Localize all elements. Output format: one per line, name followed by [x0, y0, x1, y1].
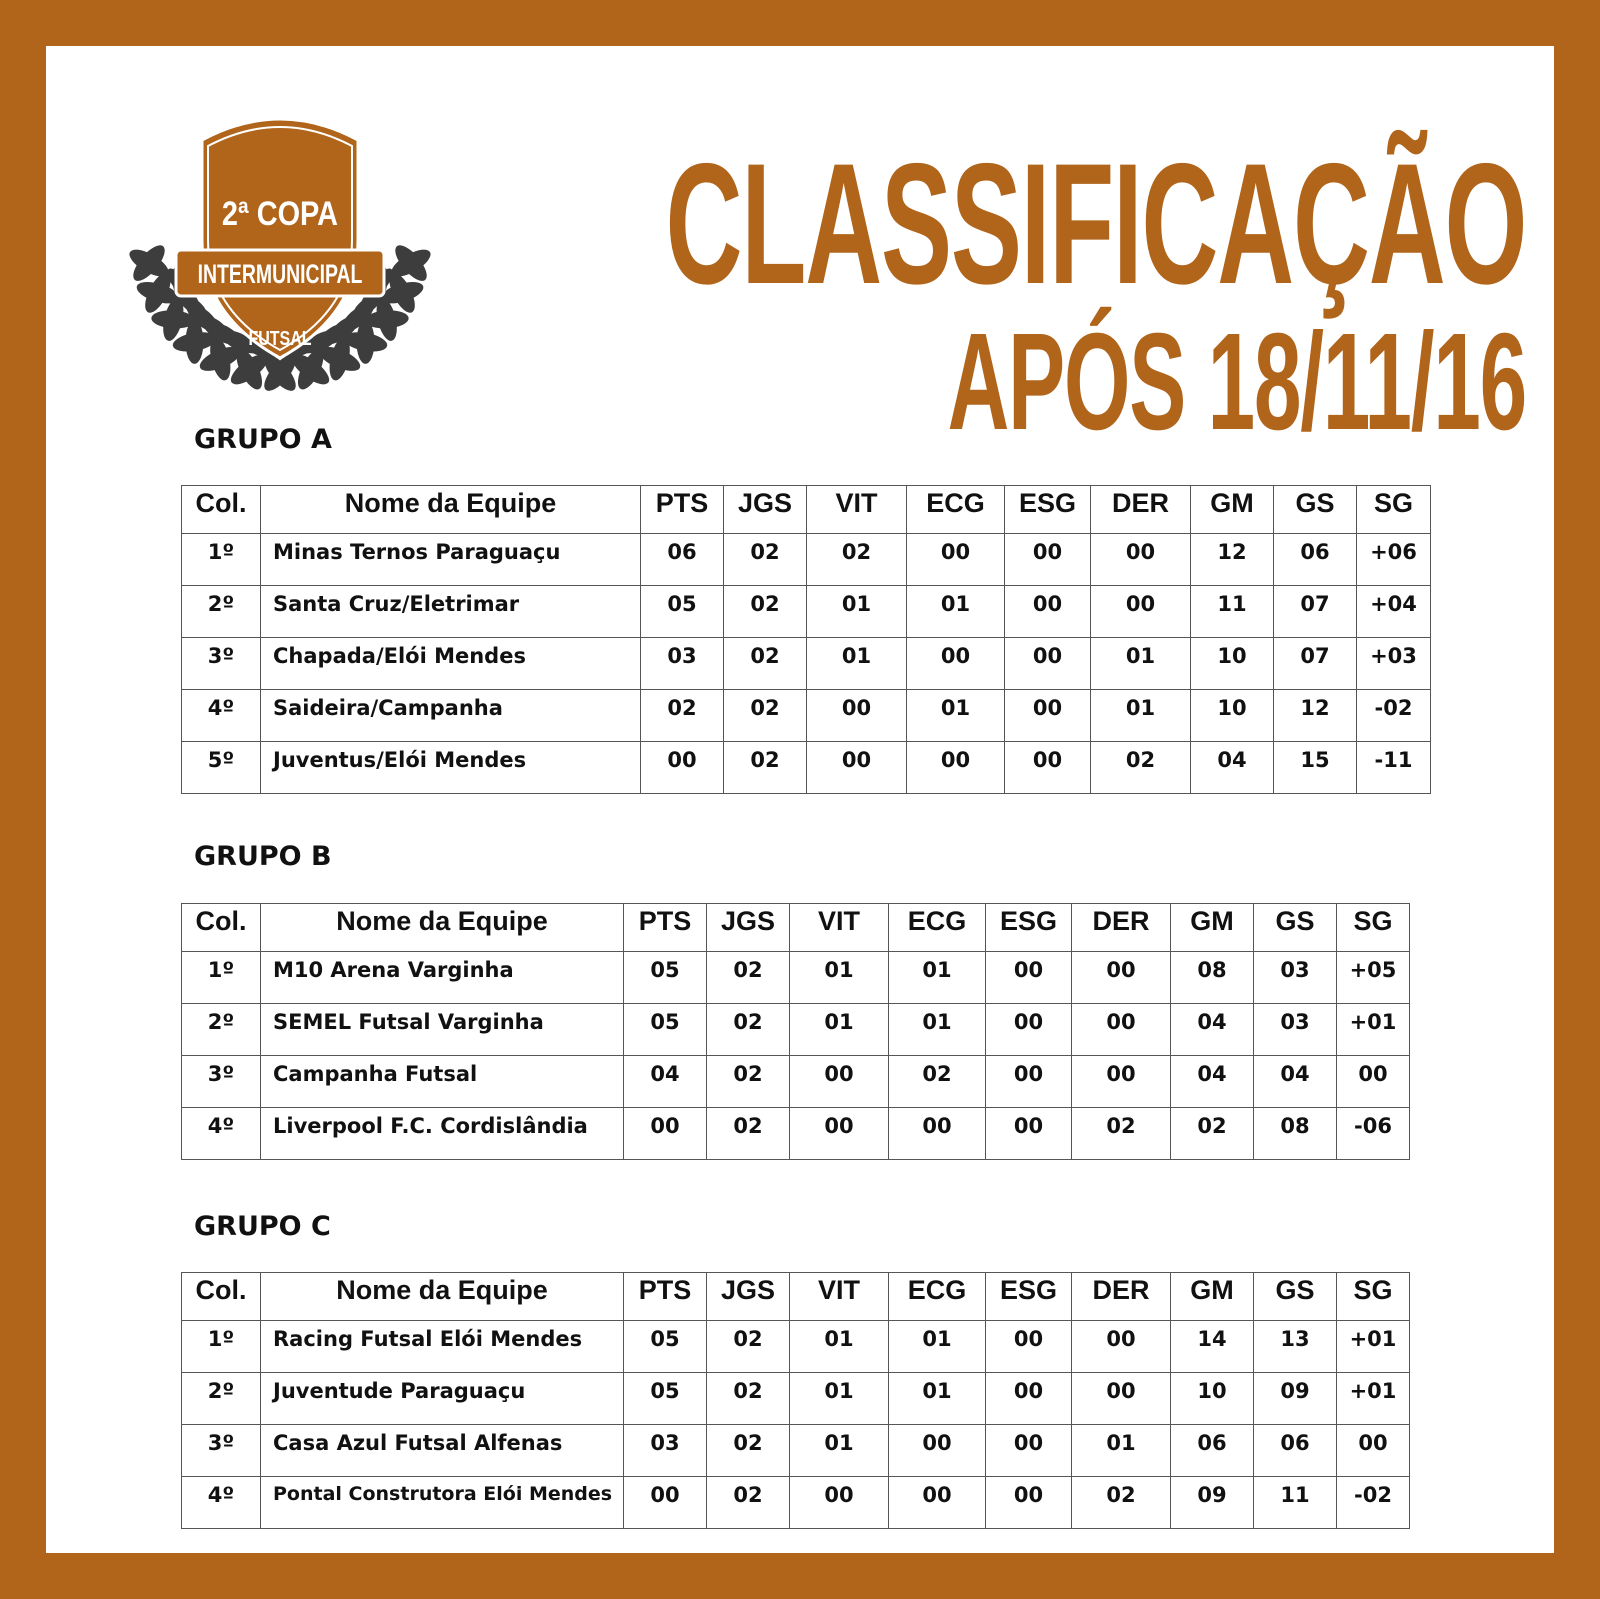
column-header: GS: [1254, 1273, 1337, 1321]
stat-cell: 01: [790, 1425, 889, 1477]
stat-cell: 11: [1191, 586, 1274, 638]
column-header: ESG: [986, 1273, 1072, 1321]
stat-cell: 00: [790, 1477, 889, 1529]
stat-cell: 00: [1005, 638, 1091, 690]
group-title: GRUPO C: [194, 1211, 331, 1242]
stat-cell: 05: [624, 1004, 707, 1056]
table-header-row: [182, 486, 1431, 534]
column-header: SG: [1357, 486, 1431, 534]
stat-cell: 00: [1337, 1056, 1410, 1108]
position-cell: 1º: [182, 1321, 261, 1373]
stat-cell: 00: [889, 1477, 986, 1529]
stat-cell: 02: [724, 586, 807, 638]
stat-cell: 02: [707, 1321, 790, 1373]
tournament-logo: [110, 90, 450, 410]
column-header: Nome da Equipe: [261, 486, 641, 534]
position-cell: 4º: [182, 690, 261, 742]
stat-cell: 05: [624, 1321, 707, 1373]
stat-cell: 02: [724, 534, 807, 586]
stat-cell: 11: [1254, 1477, 1337, 1529]
stat-cell: -11: [1357, 742, 1431, 794]
stat-cell: 02: [707, 952, 790, 1004]
column-header: PTS: [641, 486, 724, 534]
column-header: PTS: [624, 1273, 707, 1321]
stat-cell: 04: [1254, 1056, 1337, 1108]
position-cell: 3º: [182, 1425, 261, 1477]
stat-cell: 01: [807, 638, 907, 690]
stat-cell: +01: [1337, 1373, 1410, 1425]
stat-cell: 02: [1171, 1108, 1254, 1160]
stat-cell: 03: [624, 1425, 707, 1477]
stat-cell: 00: [807, 690, 907, 742]
team-name-cell: Santa Cruz/Eletrimar: [261, 586, 641, 638]
column-header: ECG: [907, 486, 1005, 534]
stat-cell: 04: [1191, 742, 1274, 794]
stat-cell: -02: [1357, 690, 1431, 742]
stat-cell: 04: [1171, 1004, 1254, 1056]
position-cell: 4º: [182, 1477, 261, 1529]
table-row: [182, 1373, 1410, 1425]
stat-cell: +05: [1337, 952, 1410, 1004]
team-name-cell: Campanha Futsal: [261, 1056, 624, 1108]
stat-cell: 01: [790, 1373, 889, 1425]
stat-cell: 01: [907, 586, 1005, 638]
stat-cell: 02: [889, 1056, 986, 1108]
stat-cell: 02: [724, 690, 807, 742]
stat-cell: 10: [1191, 690, 1274, 742]
column-header: GS: [1274, 486, 1357, 534]
stat-cell: 00: [986, 1425, 1072, 1477]
stat-cell: 00: [1072, 952, 1171, 1004]
stat-cell: 02: [707, 1004, 790, 1056]
stat-cell: 00: [1337, 1425, 1410, 1477]
stat-cell: 00: [790, 1056, 889, 1108]
stat-cell: 13: [1254, 1321, 1337, 1373]
stat-cell: 00: [986, 1056, 1072, 1108]
stat-cell: 01: [1091, 690, 1191, 742]
position-cell: 2º: [182, 1373, 261, 1425]
stat-cell: 00: [889, 1425, 986, 1477]
stat-cell: 02: [807, 534, 907, 586]
column-header: Col.: [182, 486, 261, 534]
table-row: [182, 1004, 1410, 1056]
column-header: VIT: [790, 904, 889, 952]
stat-cell: 00: [1091, 534, 1191, 586]
stat-cell: 00: [1005, 690, 1091, 742]
stat-cell: 00: [986, 952, 1072, 1004]
stat-cell: 00: [1072, 1004, 1171, 1056]
team-name-cell: Minas Ternos Paraguaçu: [261, 534, 641, 586]
position-cell: 2º: [182, 586, 261, 638]
table-row: [182, 534, 1431, 586]
stat-cell: 02: [641, 690, 724, 742]
stat-cell: 14: [1171, 1321, 1254, 1373]
stat-cell: 02: [707, 1425, 790, 1477]
stat-cell: 08: [1254, 1108, 1337, 1160]
title-line1: CLASSIFICAÇÃO: [665, 128, 1526, 320]
stat-cell: 05: [624, 1373, 707, 1425]
table-row: [182, 952, 1410, 1004]
table-row: [182, 586, 1431, 638]
column-header: ESG: [1005, 486, 1091, 534]
stat-cell: 00: [986, 1108, 1072, 1160]
title-line2: APÓS 18/11/16: [947, 305, 1526, 459]
stat-cell: 02: [707, 1108, 790, 1160]
column-header: Nome da Equipe: [261, 904, 624, 952]
stat-cell: 09: [1171, 1477, 1254, 1529]
team-name-cell: Juventus/Elói Mendes: [261, 742, 641, 794]
stat-cell: 02: [724, 742, 807, 794]
page-title: [526, 128, 1526, 494]
stat-cell: 00: [1005, 534, 1091, 586]
stat-cell: 00: [641, 742, 724, 794]
team-name-cell: M10 Arena Varginha: [261, 952, 624, 1004]
stat-cell: 07: [1274, 586, 1357, 638]
table-header-row: [182, 1273, 1410, 1321]
stat-cell: 00: [624, 1477, 707, 1529]
stat-cell: 00: [907, 638, 1005, 690]
stat-cell: 00: [807, 742, 907, 794]
table-row: [182, 690, 1431, 742]
stat-cell: 02: [724, 638, 807, 690]
column-header: ECG: [889, 1273, 986, 1321]
stat-cell: 01: [807, 586, 907, 638]
stat-cell: 06: [641, 534, 724, 586]
stat-cell: 00: [1091, 586, 1191, 638]
column-header: GM: [1191, 486, 1274, 534]
stat-cell: 00: [986, 1321, 1072, 1373]
column-header: JGS: [707, 1273, 790, 1321]
stat-cell: 05: [624, 952, 707, 1004]
stat-cell: +01: [1337, 1004, 1410, 1056]
table-row: [182, 1108, 1410, 1160]
stat-cell: 01: [889, 1321, 986, 1373]
stat-cell: 02: [1091, 742, 1191, 794]
stat-cell: 01: [889, 1373, 986, 1425]
table-row: [182, 742, 1431, 794]
team-name-cell: Racing Futsal Elói Mendes: [261, 1321, 624, 1373]
column-header: JGS: [724, 486, 807, 534]
position-cell: 2º: [182, 1004, 261, 1056]
column-header: VIT: [807, 486, 907, 534]
stat-cell: 00: [986, 1477, 1072, 1529]
stat-cell: 01: [790, 1004, 889, 1056]
stat-cell: +06: [1357, 534, 1431, 586]
column-header: JGS: [707, 904, 790, 952]
stat-cell: 04: [1171, 1056, 1254, 1108]
position-cell: 3º: [182, 638, 261, 690]
stat-cell: +01: [1337, 1321, 1410, 1373]
column-header: SG: [1337, 1273, 1410, 1321]
team-name-cell: Juventude Paraguaçu: [261, 1373, 624, 1425]
logo-line3: FUTSAL: [248, 327, 312, 350]
stat-cell: 00: [1072, 1321, 1171, 1373]
column-header: ECG: [889, 904, 986, 952]
team-name-cell: Chapada/Elói Mendes: [261, 638, 641, 690]
table-row: [182, 1425, 1410, 1477]
team-name-cell: SEMEL Futsal Varginha: [261, 1004, 624, 1056]
stat-cell: 03: [641, 638, 724, 690]
table-row: [182, 1056, 1410, 1108]
stat-cell: -02: [1337, 1477, 1410, 1529]
column-header: GM: [1171, 904, 1254, 952]
column-header: ESG: [986, 904, 1072, 952]
stat-cell: 00: [907, 534, 1005, 586]
position-cell: 3º: [182, 1056, 261, 1108]
column-header: Col.: [182, 904, 261, 952]
column-header: DER: [1091, 486, 1191, 534]
stat-cell: 01: [889, 1004, 986, 1056]
standings-table: [181, 1272, 1410, 1529]
stat-cell: 01: [889, 952, 986, 1004]
table-row: [182, 638, 1431, 690]
stat-cell: 12: [1274, 690, 1357, 742]
stat-cell: 00: [1005, 742, 1091, 794]
group-title: GRUPO B: [194, 841, 332, 872]
stat-cell: 04: [624, 1056, 707, 1108]
table-row: [182, 1477, 1410, 1529]
column-header: DER: [1072, 904, 1171, 952]
stat-cell: +03: [1357, 638, 1431, 690]
stat-cell: 02: [707, 1056, 790, 1108]
stat-cell: 12: [1191, 534, 1274, 586]
stat-cell: -06: [1337, 1108, 1410, 1160]
column-header: DER: [1072, 1273, 1171, 1321]
table-row: [182, 1321, 1410, 1373]
stat-cell: 02: [1072, 1108, 1171, 1160]
stat-cell: 02: [707, 1477, 790, 1529]
standings-table: [181, 485, 1431, 794]
stat-cell: 08: [1171, 952, 1254, 1004]
stat-cell: 00: [907, 742, 1005, 794]
stat-cell: +04: [1357, 586, 1431, 638]
stat-cell: 05: [641, 586, 724, 638]
stat-cell: 09: [1254, 1373, 1337, 1425]
stat-cell: 03: [1254, 952, 1337, 1004]
column-header: Col.: [182, 1273, 261, 1321]
stat-cell: 00: [790, 1108, 889, 1160]
position-cell: 4º: [182, 1108, 261, 1160]
group-title: GRUPO A: [194, 424, 332, 455]
table-header-row: [182, 904, 1410, 952]
team-name-cell: Liverpool F.C. Cordislândia: [261, 1108, 624, 1160]
stat-cell: 00: [1072, 1056, 1171, 1108]
column-header: Nome da Equipe: [261, 1273, 624, 1321]
column-header: GM: [1171, 1273, 1254, 1321]
logo-line1: 2ª COPA: [221, 193, 339, 233]
stat-cell: 06: [1274, 534, 1357, 586]
stat-cell: 10: [1171, 1373, 1254, 1425]
position-cell: 1º: [182, 952, 261, 1004]
stat-cell: 00: [1072, 1373, 1171, 1425]
position-cell: 1º: [182, 534, 261, 586]
team-name-cell: Pontal Construtora Elói Mendes: [261, 1477, 624, 1529]
column-header: SG: [1337, 904, 1410, 952]
column-header: PTS: [624, 904, 707, 952]
stat-cell: 01: [1091, 638, 1191, 690]
stat-cell: 01: [1072, 1425, 1171, 1477]
stat-cell: 00: [986, 1373, 1072, 1425]
stat-cell: 07: [1274, 638, 1357, 690]
stat-cell: 01: [907, 690, 1005, 742]
stat-cell: 01: [790, 952, 889, 1004]
stat-cell: 06: [1254, 1425, 1337, 1477]
stat-cell: 10: [1191, 638, 1274, 690]
column-header: GS: [1254, 904, 1337, 952]
logo-line2: INTERMUNICIPAL: [197, 258, 363, 289]
laurel-leaf-icon: [357, 320, 375, 364]
stat-cell: 15: [1274, 742, 1357, 794]
stat-cell: 02: [1072, 1477, 1171, 1529]
team-name-cell: Saideira/Campanha: [261, 690, 641, 742]
position-cell: 5º: [182, 742, 261, 794]
team-name-cell: Casa Azul Futsal Alfenas: [261, 1425, 624, 1477]
stat-cell: 01: [790, 1321, 889, 1373]
stat-cell: 00: [889, 1108, 986, 1160]
stat-cell: 00: [624, 1108, 707, 1160]
poster-frame: [46, 46, 1554, 1553]
stat-cell: 03: [1254, 1004, 1337, 1056]
stat-cell: 06: [1171, 1425, 1254, 1477]
standings-table: [181, 903, 1410, 1160]
stat-cell: 00: [1005, 586, 1091, 638]
column-header: VIT: [790, 1273, 889, 1321]
stat-cell: 00: [986, 1004, 1072, 1056]
stat-cell: 02: [707, 1373, 790, 1425]
